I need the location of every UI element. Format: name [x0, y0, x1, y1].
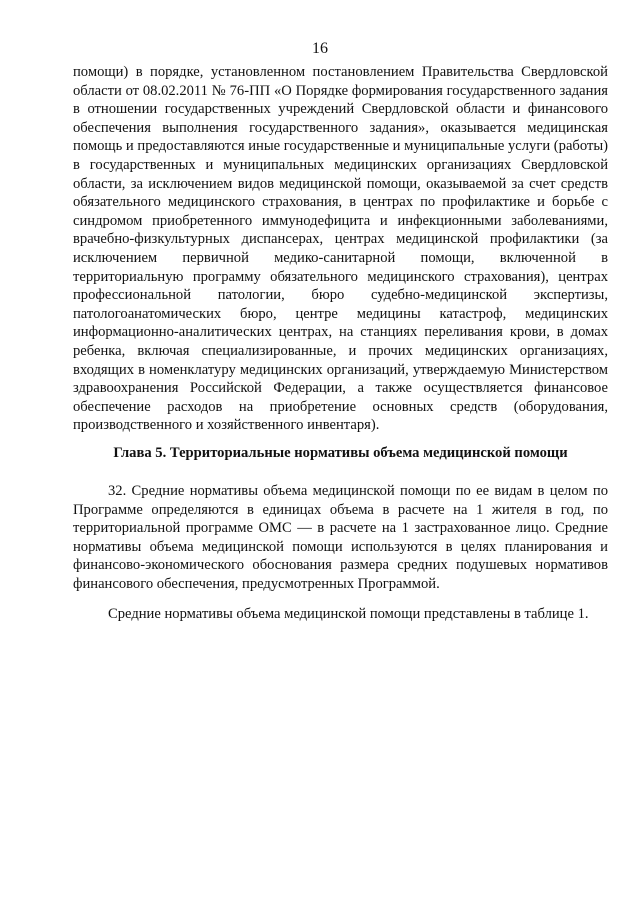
page-number: 16 — [312, 40, 328, 57]
paragraph-item-32: 32. Средние нормативы объема медицинской помощи по ее видам в целом по Программе определяются в единицах объема в расчете на 1 жителя в год, по территориальной программе ОМС — в расчете на 1 застрахованное лицо. Средние нормативы объема медицинской помощи используются в целях планирования и финансово-экономического обоснования размера средних подушевых нормативов финансового обеспечения, предусмотренных Программой. — [73, 483, 608, 592]
chapter-heading: Глава 5. Территориальные нормативы объема медицинской помощи — [113, 445, 568, 461]
paragraph-table-reference: Средние нормативы объема медицинской помощи представлены в таблице 1. — [108, 606, 589, 622]
paragraph-continuation: помощи) в порядке, установленном постановлением Правительства Свердловской области от 08.02.2011 № 76-ПП «О Порядке формирования государственного задания в отношении государственных учреждений Свердловской области и финансового обеспечения выполнения государственного задания», оказывается медицинская помощь и предоставляются иные государственные и муниципальные услуги (работы) в государственных и муниципальных медицинских организациях Свердловской области, за исключением видов медицинской помощи, оказываемой за счет средств обязательного медицинского страхования, в центрах по профилактике и борьбе с синдромом приобретенного иммунодефицита и инфекционными заболеваниями, врачебно-физкультурных диспансерах, центрах медицинской профилактики (за исключением первичной медико-санитарной помощи, включенной в территориальную программу обязательного медицинского страхования), центрах профессиональной патологии, бюро судебно-медицинской экспертизы, патологоанатомических бюро, центре медицины катастроф, медицинских информационно-аналитических центрах, на станциях переливания крови, в домах ребенка, включая специализированные, и прочих медицинских организациях, входящих в номенклатуру медицинских организаций, утверждаемую Министерством здравоохранения Российской Федерации, а также осуществляется финансовое обеспечение расходов на приобретение основных средств (оборудования, производственного и хозяйственного инвентаря). — [73, 64, 608, 434]
